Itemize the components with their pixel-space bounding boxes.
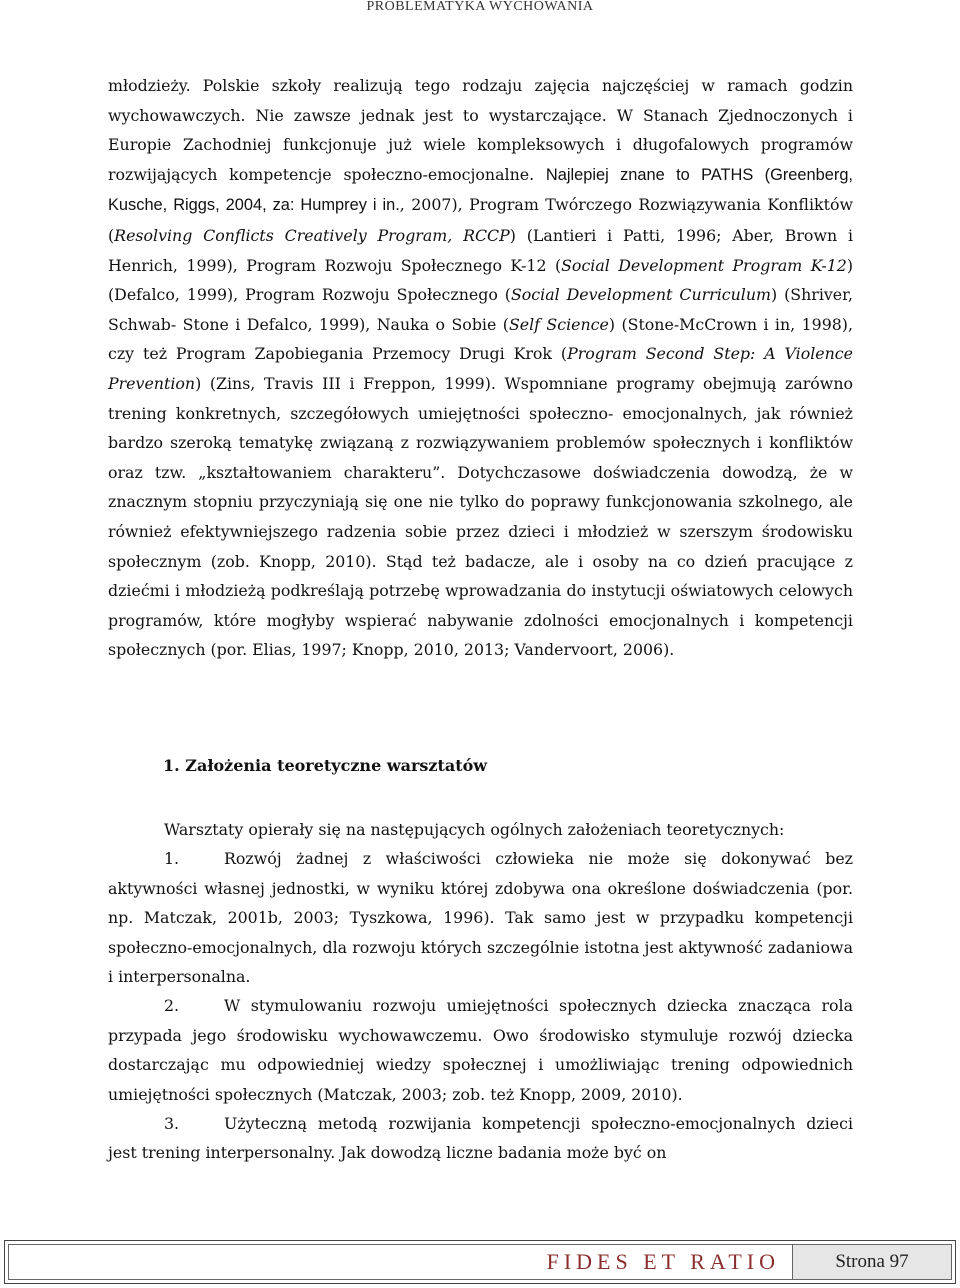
text-line: emocjonalnych, jak również bardzo szeroką tematykę związaną z rozwiązywaniem — [108, 403, 853, 453]
text-fragment: ) (Shriver, Schwab- — [108, 285, 853, 334]
text-line: Najlepiej znane to PATHS (Greenberg, Kusche, Riggs, 2004, za: Humprey i in. — [108, 165, 853, 215]
text-line: młodzieży. Polskie szkoły realizują tego rodzaju zajęcia najczęściej w ramach godzin — [108, 76, 853, 95]
list-item-text: W stymulowaniu rozwoju umiejętności społecznych dziecka znacząca rola przypada jego środowisku wychowawczemu. Owo środowisko stymuluje rozwój dziecka dostarczając mu odpowiedniej wiedzy społecznej i umożliwiając trening odpowiednich umiejętności społecznych (Matczak, 2003; zob. też Knopp, 2009, 2010). — [108, 996, 853, 1104]
text-line: długofalowych programów rozwijających kompetencje społeczno-emocjonalne. — [108, 135, 853, 184]
text-fragment: ) (Defalco, 1999), — [108, 255, 853, 305]
text-fragment: ) (Stone-McCrown i in, 1998), czy — [108, 314, 853, 364]
running-header: PROBLEMATYKA WYCHOWANIA — [366, 0, 594, 14]
text-fragment: ) (Zins, Travis III i Freppon, 1999). Wspomniane programy obejmują — [195, 373, 777, 393]
text-line: Knopp, 2010). Stąd też badacze, ale i osoby na co dzień pracujące z dziećmi i — [108, 551, 853, 601]
text-line: Dotychczasowe doświadczenia dowodzą, że w znacznym stopniu przyczyniają się — [108, 462, 853, 512]
text-line: zarówno trening konkretnych, szczegółowych umiejętności społeczno- — [108, 373, 854, 423]
list-item — [108, 991, 853, 1109]
list-item — [108, 1109, 853, 1168]
italic-title: Resolving Conflicts Creatively — [114, 225, 367, 245]
text-fragment: Stone i Defalco, 1999), Nauka o Sobie ( — [182, 314, 509, 334]
italic-title: Program, RCCP — [377, 225, 510, 245]
text-line: Zjednoczonych i Europie Zachodniej funkcjonuje już wiele kompleksowych i — [108, 105, 853, 155]
text-fragment: też Program Zapobiegania Przemocy Drugi Krok ( — [143, 344, 568, 364]
list-item-text: Rozwój żadnej z właściwości człowieka nie może się dokonywać bez aktywności własnej jednostki, w wyniku której zdobywa ona określone doświadczenia (por. np. Matczak, 2001b, 2003; Tyszkowa, 1996). Tak samo jest w przypadku kompetencji społeczno-emocjonalnych, dla rozwoju których szczególnie istotna jest aktywność zadaniowa i interpersonalna. — [108, 849, 853, 987]
paragraph — [108, 71, 853, 665]
text-line: problemów społecznych i konfliktów oraz tzw. „kształtowaniem charakteru”. — [108, 433, 853, 482]
text-fragment: Rozwoju Społecznego K-12 ( — [324, 255, 562, 275]
journal-name: FIDES ET RATIO — [546, 1249, 780, 1274]
assumptions-list — [108, 815, 853, 1168]
text-line: młodzieżą podkreślają potrzebę wprowadzania do instytucji oświatowych celowych — [185, 581, 853, 601]
list-item-number: 2. — [164, 996, 180, 1016]
section-heading: 1. Założenia teoretyczne warsztatów — [163, 756, 488, 775]
body-text — [108, 71, 853, 665]
text-line: kompetencji społecznych (por. Elias, 1997; Knopp, 2010, 2013; Vandervoort, 2006). — [108, 610, 853, 660]
list-item-number: 3. — [164, 1114, 180, 1134]
text-fragment: Program Rozwoju Społecznego ( — [245, 285, 511, 305]
italic-title: Prevention — [108, 373, 196, 393]
text-line: wychowawczych. Nie zawsze jednak jest to wystarczające. W Stanach — [108, 105, 709, 125]
italic-title: Self Science — [508, 314, 609, 334]
list-item-number: 1. — [164, 849, 180, 869]
footer — [8, 1244, 952, 1280]
text-line: radzenia sobie przez dzieci i młodzież w szerszym środowisku społecznym (zob. — [108, 521, 853, 571]
text-fragment: , 2007), — [399, 195, 463, 215]
text-fragment: ) (Lantieri i Patti, 1996; Aber, Brown i Henrich, 1999), Program — [108, 225, 853, 275]
list-intro: Warsztaty opierały się na następujących ogólnych założeniach teoretycznych: — [164, 820, 785, 839]
text-fragment: Program Twórczego Rozwiązywania Konfliktów ( — [108, 195, 853, 245]
list-item-text: Użyteczną metodą rozwijania kompetencji społeczno-emocjonalnych dzieci jest trening interpersonalny. Jak dowodzą liczne badania może być on — [108, 1114, 853, 1163]
text-line: one nie tylko do poprawy funkcjonowania szkolnego, ale również efektywniejszego — [108, 492, 853, 541]
list-item — [108, 844, 853, 991]
italic-title: Social Development Curriculum — [510, 285, 772, 305]
italic-title: Program Second Step: A Violence — [567, 344, 853, 364]
text-line: programów, które mogłyby wspierać nabywanie zdolności emocjonalnych i — [108, 610, 745, 630]
italic-title: Social Development Program K-12 — [561, 255, 847, 275]
page-number: Strona 97 — [792, 1245, 951, 1279]
